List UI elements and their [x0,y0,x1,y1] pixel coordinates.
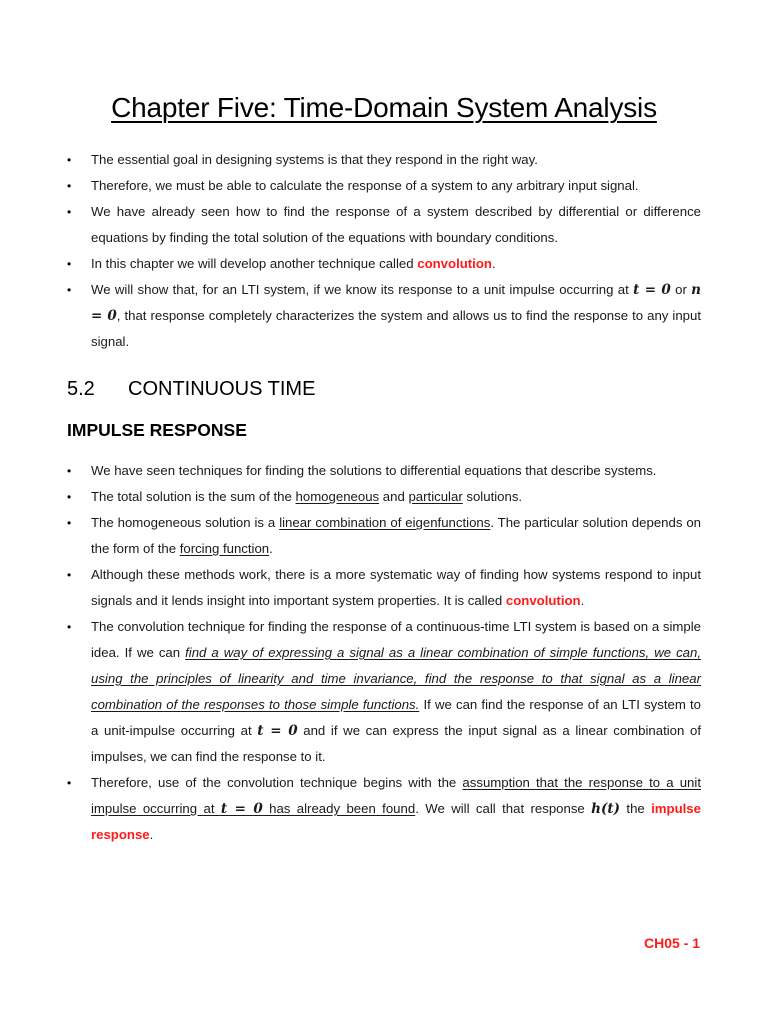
underlined-term: linear combination of eigenfunctions [279,515,491,530]
bullet-text: Therefore, use of the convolution technique begins with the [91,775,463,790]
subsection-title: IMPULSE RESPONSE [67,420,247,440]
bullet-text: . [491,256,496,271]
bullet-text: If we can find the response of an LTI system to a unit-impulse occurring at [91,697,701,738]
bullet-text: We have already seen how to find the response of a system described by differential or difference equations by finding the total solution of the equations with boundary conditions. [91,204,701,245]
underlined-term: forcing function [179,541,270,556]
list-item [91,147,701,173]
underlined-term: assumption that the response to a unit impulse occurring at [91,775,701,816]
section-number: 5.2 [67,378,95,400]
list-item [91,614,701,770]
list-item [91,562,701,614]
bullet-text: We will show that, for an LTI system, if we know its response to a unit impulse occurring at [91,282,634,297]
bullet-text: The convolution technique for finding the response of a continuous-time LTI system is based on a simple idea. If we can [91,619,701,660]
math-expression: n = 0 [91,282,701,324]
list-item [91,510,701,562]
highlight-term: convolution [505,593,581,608]
list-item [91,173,701,199]
bullet-text: or [670,282,692,297]
list-item [91,199,701,251]
underlined-term: particular [408,489,463,504]
highlight-term: convolution [417,256,492,271]
bullet-text: The total solution is the sum of the [91,489,296,504]
impulse-bullet-list [91,458,701,848]
bullet-text: and if we can express the input signal as a linear combination of impulses, we can find the response to it. [91,723,702,764]
bullet-text: . [580,593,585,608]
math-expression: t = 0 [220,801,263,817]
bullet-text: solutions. [462,489,523,504]
intro-bullet-list [91,147,701,355]
bullet-text: . We will call that response [415,801,592,816]
bullet-text: . The particular solution depends on the form of the [91,515,701,556]
bullet-text: In this chapter we will develop another technique called [91,256,418,271]
bullet-text: , that response completely characterizes the system and allows us to find the response to any input signal. [91,308,701,349]
underlined-term: has already been found [262,801,416,816]
list-item [91,251,701,277]
math-expression: t = 0 [257,723,298,739]
highlight-term: impulse response [91,801,701,842]
bullet-text: the [620,801,652,816]
bullet-text: The essential goal in designing systems is that they respond in the right way. [91,152,538,167]
bullet-text: . [269,541,273,556]
page-footer: CH05 - 1 [643,935,700,951]
section-title: CONTINUOUS TIME [128,378,316,400]
bullet-text: . [149,827,154,842]
bullet-text: The homogeneous solution is a [91,515,280,530]
bullet-text: Therefore, we must be able to calculate the response of a system to any arbitrary input signal. [91,178,639,193]
list-item [91,458,701,484]
list-item [91,484,701,510]
bullet-text: We have seen techniques for finding the solutions to differential equations that describe systems. [91,463,657,478]
math-expression: h(t) [591,801,620,817]
bullet-text: Although these methods work, there is a more systematic way of finding how systems respond to input signals and it lends insight into important system properties. It is called [91,567,701,608]
math-expression: t = 0 [633,282,671,298]
bullet-text: and [379,489,409,504]
chapter-title: Chapter Five: Time-Domain System Analysis [111,92,657,123]
underlined-term: homogeneous [295,489,380,504]
underlined-italic-phrase: find a way of expressing a signal as a linear combination of simple functions, we can, using the principles of linearity and time invariance, find the response to that signal as a linear combination of the responses to those simple functions. [91,645,701,712]
list-item [91,770,701,848]
list-item [91,277,701,355]
